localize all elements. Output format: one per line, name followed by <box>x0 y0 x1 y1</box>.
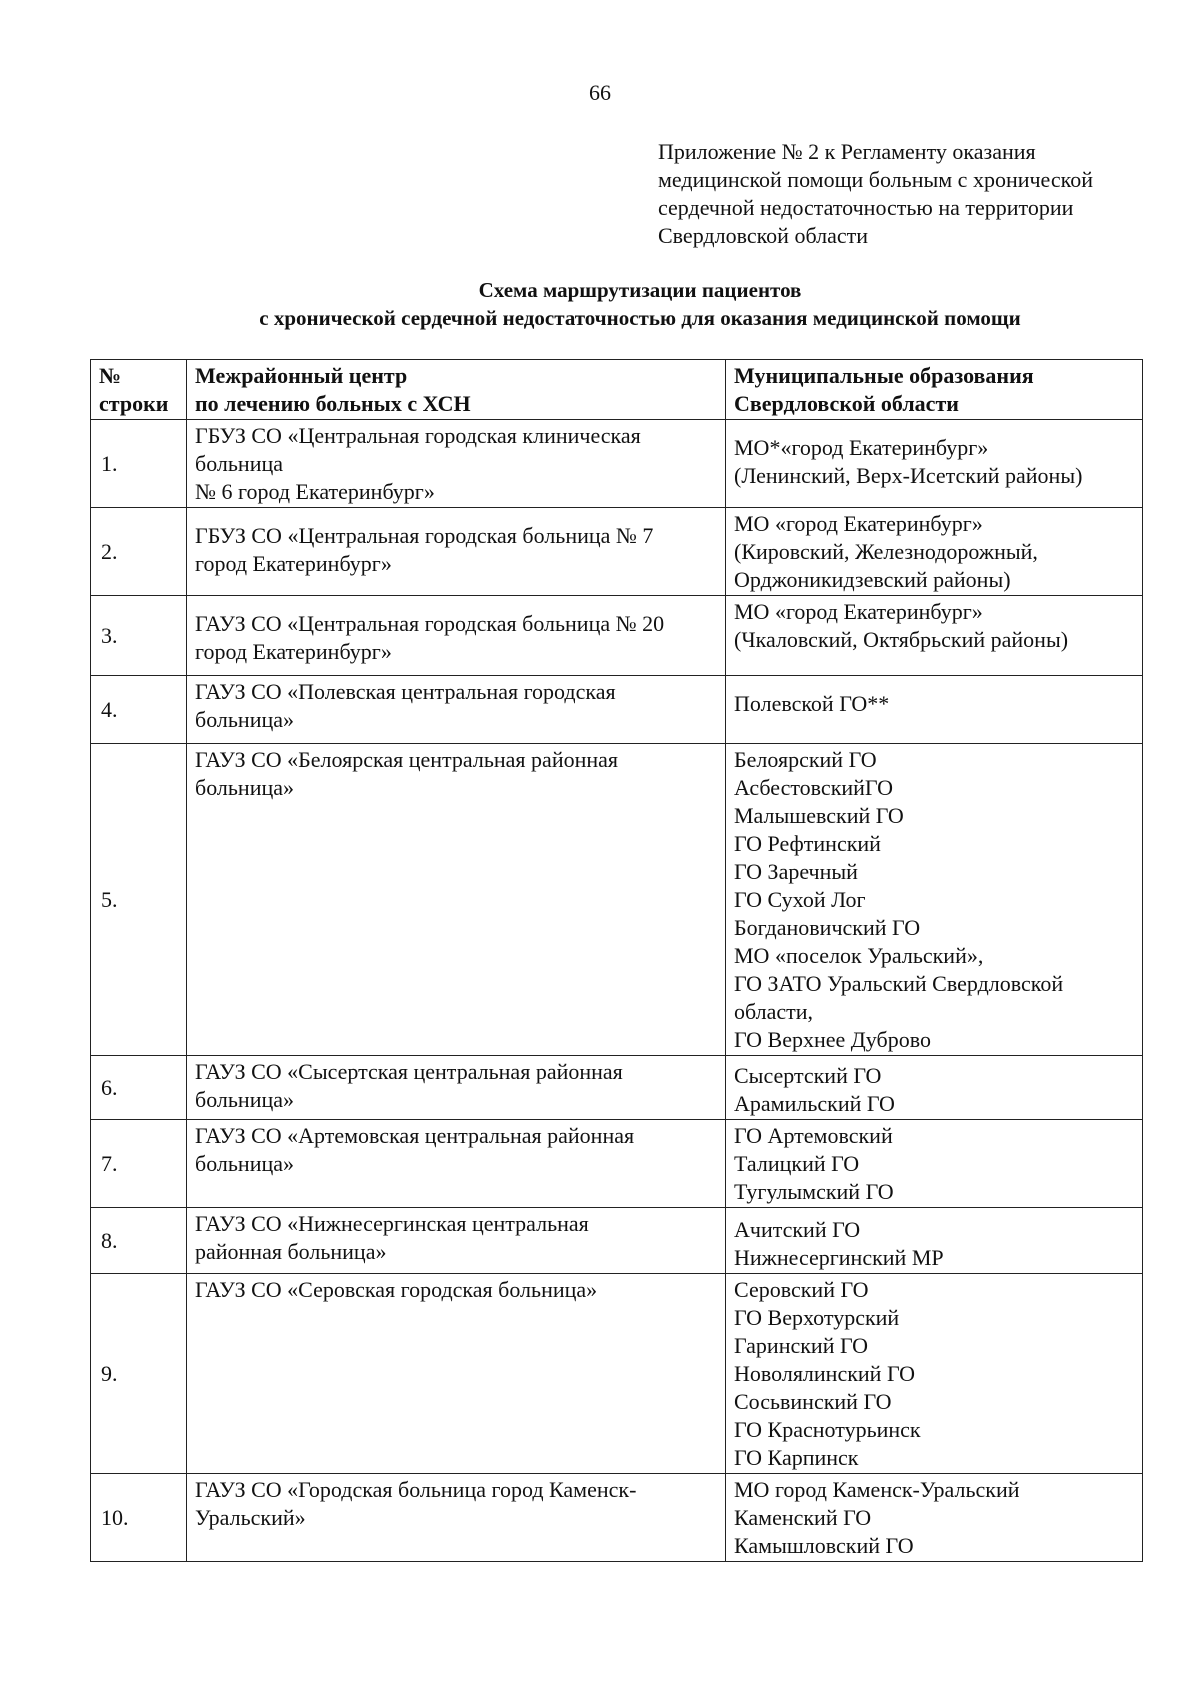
municipalities-cell <box>726 744 1143 1056</box>
header-line: Муниципальные образования <box>734 363 1034 388</box>
municipalities-cell <box>726 420 1143 508</box>
municipality-line: Белоярский ГО <box>734 747 877 772</box>
appendix-line: Приложение № 2 к Регламенту оказания <box>658 139 1036 164</box>
header-line: строки <box>99 391 169 416</box>
municipalities-cell <box>726 596 1143 676</box>
municipality-line: Ачитский ГО <box>734 1217 861 1242</box>
table-row <box>91 1474 1143 1562</box>
center-line: ГАУЗ СО «Городская больница город Каменск- <box>195 1477 637 1502</box>
table-body <box>91 420 1143 1562</box>
header-municipalities <box>726 360 1143 420</box>
center-cell <box>187 1208 726 1274</box>
municipality-line: ГО Краснотурьинск <box>734 1417 921 1442</box>
center-line: больница» <box>195 1151 294 1176</box>
municipality-line: Новолялинский ГО <box>734 1361 916 1386</box>
municipality-line: (Кировский, Железнодорожный, <box>734 539 1038 564</box>
municipality-line: ГО Рефтинский <box>734 831 881 856</box>
municipality-line: Богдановичский ГО <box>734 915 921 940</box>
municipality-line: Нижнесергинский МР <box>734 1245 944 1270</box>
center-line: ГАУЗ СО «Полевская центральная городская <box>195 679 616 704</box>
municipality-line: ГО Верхнее Дуброво <box>734 1027 931 1052</box>
municipality-line: ГО Сухой Лог <box>734 887 866 912</box>
municipality-line: Арамильский ГО <box>734 1091 895 1116</box>
center-line: ГБУЗ СО «Центральная городская клиническая <box>195 423 641 448</box>
header-line: Свердловской области <box>734 391 959 416</box>
center-line: районная больница» <box>195 1239 387 1264</box>
table-row <box>91 1120 1143 1208</box>
routing-table <box>90 359 1143 1562</box>
municipalities-cell <box>726 508 1143 596</box>
municipality-line: Талицкий ГО <box>734 1151 860 1176</box>
header-center <box>187 360 726 420</box>
row-number: 6. <box>91 1056 187 1120</box>
center-cell <box>187 676 726 744</box>
table-row <box>91 1208 1143 1274</box>
municipality-line: МО «город Екатеринбург» <box>734 511 983 536</box>
center-line: больница» <box>195 775 294 800</box>
center-line: больница <box>195 451 283 476</box>
center-line: город Екатеринбург» <box>195 639 392 664</box>
municipalities-cell <box>726 1120 1143 1208</box>
center-cell <box>187 744 726 1056</box>
header-line: Межрайонный центр <box>195 363 408 388</box>
municipality-line: области, <box>734 999 814 1024</box>
center-line: ГАУЗ СО «Нижнесергинская центральная <box>195 1211 589 1236</box>
center-cell <box>187 1474 726 1562</box>
row-number: 9. <box>91 1274 187 1474</box>
municipality-line: АсбестовскийГО <box>734 775 893 800</box>
row-number: 5. <box>91 744 187 1056</box>
table-row <box>91 1056 1143 1120</box>
municipality-line: ГО Артемовский <box>734 1123 893 1148</box>
table-row <box>91 420 1143 508</box>
center-line: ГАУЗ СО «Центральная городская больница № 20 <box>195 611 665 636</box>
municipality-line: Орджоникидзевский районы) <box>734 567 1011 592</box>
municipality-line: (Чкаловский, Октябрьский районы) <box>734 627 1069 652</box>
center-cell <box>187 1056 726 1120</box>
title-line: с хронической сердечной недостаточностью для оказания медицинской помощи <box>259 306 1021 330</box>
municipality-line: Серовский ГО <box>734 1277 869 1302</box>
page-number: 66 <box>589 80 611 105</box>
municipalities-cell <box>726 1208 1143 1274</box>
municipality-line: Малышевский ГО <box>734 803 904 828</box>
header-line: № <box>99 363 122 388</box>
center-cell <box>187 1274 726 1474</box>
center-line: ГБУЗ СО «Центральная городская больница № 7 <box>195 523 654 548</box>
center-line: город Екатеринбург» <box>195 551 392 576</box>
appendix-line: сердечной недостаточностью на территории <box>658 195 1074 220</box>
municipality-line: (Ленинский, Верх-Исетский районы) <box>734 463 1083 488</box>
center-line: ГАУЗ СО «Артемовская центральная районная <box>195 1123 635 1148</box>
municipality-line: ГО Заречный <box>734 859 858 884</box>
municipality-line: Камышловский ГО <box>734 1533 914 1558</box>
municipality-line: Полевской ГО** <box>734 691 890 716</box>
center-cell <box>187 1120 726 1208</box>
table-row <box>91 676 1143 744</box>
row-number: 8. <box>91 1208 187 1274</box>
row-number: 4. <box>91 676 187 744</box>
municipality-line: МО город Каменск-Уральский <box>734 1477 1020 1502</box>
municipality-line: Сосьвинский ГО <box>734 1389 892 1414</box>
center-cell <box>187 596 726 676</box>
center-cell <box>187 420 726 508</box>
municipality-line: Сысертский ГО <box>734 1063 882 1088</box>
municipality-line: МО*«город Екатеринбург» <box>734 435 989 460</box>
center-line: № 6 город Екатеринбург» <box>195 479 435 504</box>
center-line: больница» <box>195 707 294 732</box>
table-row <box>91 596 1143 676</box>
row-number: 10. <box>91 1474 187 1562</box>
municipality-line: МО «поселок Уральский», <box>734 943 984 968</box>
center-line: ГАУЗ СО «Белоярская центральная районная <box>195 747 619 772</box>
title-line: Схема маршрутизации пациентов <box>478 278 802 302</box>
municipalities-cell <box>726 676 1143 744</box>
appendix-line: Свердловской области <box>658 223 868 248</box>
municipality-line: ГО ЗАТО Уральский Свердловской <box>734 971 1064 996</box>
center-line: ГАУЗ СО «Серовская городская больница» <box>195 1277 598 1302</box>
center-cell <box>187 508 726 596</box>
center-line: Уральский» <box>195 1505 306 1530</box>
municipality-line: МО «город Екатеринбург» <box>734 599 983 624</box>
municipalities-cell <box>726 1274 1143 1474</box>
municipality-line: Тугулымский ГО <box>734 1179 894 1204</box>
header-row-number <box>91 360 187 420</box>
table-row <box>91 1274 1143 1474</box>
municipality-line: ГО Верхотурский <box>734 1305 900 1330</box>
document-title <box>0 276 1200 332</box>
municipalities-cell <box>726 1056 1143 1120</box>
table-row <box>91 508 1143 596</box>
table-row <box>91 744 1143 1056</box>
row-number: 3. <box>91 596 187 676</box>
center-line: ГАУЗ СО «Сысертская центральная районная <box>195 1059 623 1084</box>
row-number: 2. <box>91 508 187 596</box>
header-line: по лечению больных с ХСН <box>195 391 471 416</box>
municipality-line: Каменский ГО <box>734 1505 872 1530</box>
center-line: больница» <box>195 1087 294 1112</box>
municipality-line: ГО Карпинск <box>734 1445 859 1470</box>
appendix-note <box>658 138 1158 250</box>
municipalities-cell <box>726 1474 1143 1562</box>
appendix-line: медицинской помощи больным с хронической <box>658 167 1093 192</box>
table-header-row <box>91 360 1143 420</box>
row-number: 7. <box>91 1120 187 1208</box>
municipality-line: Гаринский ГО <box>734 1333 869 1358</box>
row-number: 1. <box>91 420 187 508</box>
